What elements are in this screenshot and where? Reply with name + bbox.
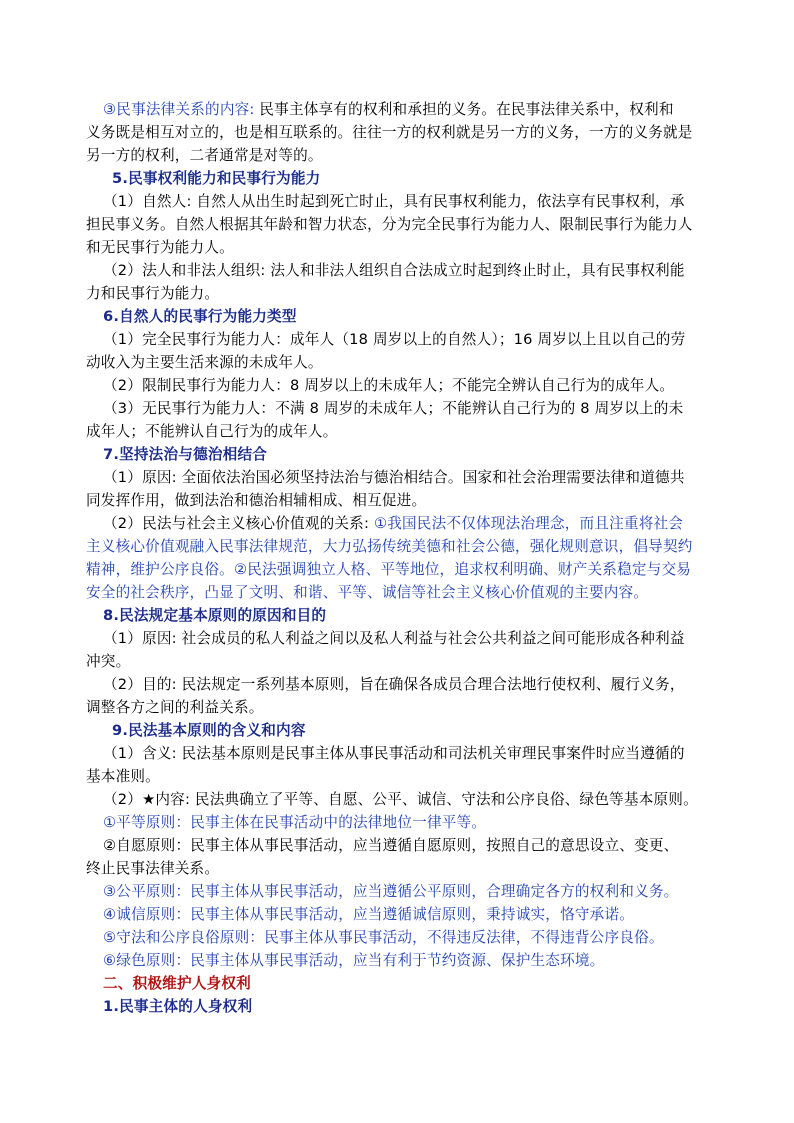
text-span: 5.民事权利能力和民事行为能力 <box>112 170 321 187</box>
text-span: （2）目的: 民法规定一系列基本原则，旨在确保各成员合理合法地行使权利、履行义务， <box>103 676 685 693</box>
text-line <box>86 351 323 374</box>
text-span: 和无民事行为能力人。 <box>86 239 234 256</box>
text-line <box>86 558 691 581</box>
text-span: 调整各方之间的利益关系。 <box>86 699 264 716</box>
text-span: ②民法强调独立人格、平等地位，追求权利明确、财产关系稳定与交易 <box>233 561 692 578</box>
text-line <box>103 328 685 351</box>
text-span: 民事主体享有的权利和承担的义务。在民事法律关系中，权利和 <box>254 101 674 118</box>
text-line <box>86 236 234 259</box>
text-line <box>103 995 252 1018</box>
text-line <box>103 259 685 282</box>
text-line <box>103 949 604 972</box>
text-line <box>103 811 486 834</box>
text-span: ③公平原则：民事主体从事民事活动，应当遵循公平原则，合理确定各方的权利和义务。 <box>103 883 679 900</box>
text-line <box>103 98 674 121</box>
text-span: ②自愿原则：民事主体从事民事活动，应当遵循自愿原则，按照自己的意思设立、变更、 <box>103 837 679 854</box>
text-span: （1）自然人: 自然人从出生时起到死亡时止，具有民事权利能力，依法享有民事权利，承 <box>103 193 685 210</box>
text-span: ⑤守法和公序良俗原则：民事主体从事民事活动，不得违反法律，不得违背公序良俗。 <box>103 929 664 946</box>
text-span: 基本准则。 <box>86 768 160 785</box>
text-span: ①我国民法不仅体现法治理念，而且注重将社会 <box>373 515 684 532</box>
text-span: 1.民事主体的人身权利 <box>103 998 253 1015</box>
text-line <box>103 374 674 397</box>
text-line <box>86 765 160 788</box>
text-line <box>86 420 338 443</box>
text-span: 终止民事法律关系。 <box>86 860 220 877</box>
text-line <box>103 926 664 949</box>
text-line <box>86 650 130 673</box>
text-span: 义务既是相互对立的，也是相互联系的。往往一方的权利就是另一方的义务，一方的义务就是 <box>86 124 693 141</box>
text-span: （1）含义: 民法基本原则是民事主体从事民事活动和司法机关审理民事案件时应当遵循的 <box>103 745 685 762</box>
text-line <box>103 972 251 995</box>
text-span: 安全的社会秩序，凸显了文明、和谐、平等、诚信等社会主义核心价值观的主要内容。 <box>86 584 649 601</box>
text-line <box>86 857 219 880</box>
text-line <box>103 190 685 213</box>
text-span: 主义核心价值观融入民事法律规范，大力弘扬传统美德和社会公德，强化规则意识，倡导契约 <box>86 538 693 555</box>
text-line <box>103 903 634 926</box>
text-line <box>103 788 698 811</box>
text-span: ④诚信原则：民事主体从事民事活动，应当遵循诚信原则，秉持诚实，恪守承诺。 <box>103 906 635 923</box>
text-line <box>103 627 685 650</box>
text-line <box>86 282 219 305</box>
text-span: （1）原因: 全面依法治国必须坚持法治与德治相结合。国家和社会治理需要法律和道德共 <box>103 469 685 486</box>
text-span: （1）完全民事行为能力人：成年人（18 周岁以上的自然人）；16 周岁以上且以自己的劳 <box>103 331 686 348</box>
text-span: 成年人；不能辨认自己行为的成年人。 <box>86 423 338 440</box>
text-line <box>103 512 683 535</box>
text-span: 另一方的权利，二者通常是对等的。 <box>86 147 323 164</box>
text-line <box>103 443 267 466</box>
text-span: 同发挥作用，做到法治和德治相辅相成、相互促进。 <box>86 492 427 509</box>
text-line <box>103 742 685 765</box>
text-span: 精神，维护公序良俗。 <box>86 561 234 578</box>
text-line <box>112 167 320 190</box>
text-span: （2）法人和非法人组织: 法人和非法人组织自合法成立时起到终止时止，具有民事权利能 <box>103 262 685 279</box>
text-span: 动收入为主要生活来源的未成年人。 <box>86 354 323 371</box>
text-span: （2）民法与社会主义核心价值观的关系: <box>103 515 374 532</box>
text-line <box>112 719 306 742</box>
text-line <box>86 581 648 604</box>
text-span: 8.民法规定基本原则的原因和目的 <box>103 607 327 624</box>
text-span: 6.自然人的民事行为能力类型 <box>103 308 297 325</box>
text-span: 二、积极维护人身权利 <box>103 975 251 992</box>
text-line <box>86 535 693 558</box>
text-line <box>86 489 426 512</box>
text-line <box>103 397 683 420</box>
text-span: （1）原因: 社会成员的私人利益之间以及私人利益与社会公共利益之间可能形成各种利益 <box>103 630 685 647</box>
text-line <box>103 305 297 328</box>
text-span: （3）无民事行为能力人：不满 8 周岁的未成年人；不能辨认自己行为的 8 周岁以上的未 <box>103 400 684 417</box>
text-span: （2）★内容: 民法典确立了平等、自愿、公平、诚信、守法和公序良俗、绿色等基本原则。 <box>103 791 698 808</box>
text-span: ③民事法律关系的内容: <box>103 101 255 118</box>
text-line <box>86 213 693 236</box>
text-span: 力和民事行为能力。 <box>86 285 220 302</box>
text-line <box>86 144 323 167</box>
text-line <box>103 880 678 903</box>
text-line <box>103 604 326 627</box>
text-line <box>103 466 685 489</box>
text-line <box>103 834 678 857</box>
text-span: ⑥绿色原则：民事主体从事民事活动，应当有利于节约资源、保护生态环境。 <box>103 952 605 969</box>
text-span: 7.坚持法治与德治相结合 <box>103 446 268 463</box>
text-span: （2）限制民事行为能力人：8 周岁以上的未成年人；不能完全辨认自己行为的成年人。 <box>103 377 675 394</box>
text-span: ①平等原则：民事主体在民事活动中的法律地位一律平等。 <box>103 814 487 831</box>
text-span: 9.民法基本原则的含义和内容 <box>112 722 306 739</box>
text-span: 冲突。 <box>86 653 131 670</box>
text-line <box>86 121 693 144</box>
text-line <box>103 673 685 696</box>
text-span: 担民事义务。自然人根据其年龄和智力状态，分为完全民事行为能力人、限制民事行为能力人 <box>86 216 693 233</box>
text-line <box>86 696 264 719</box>
